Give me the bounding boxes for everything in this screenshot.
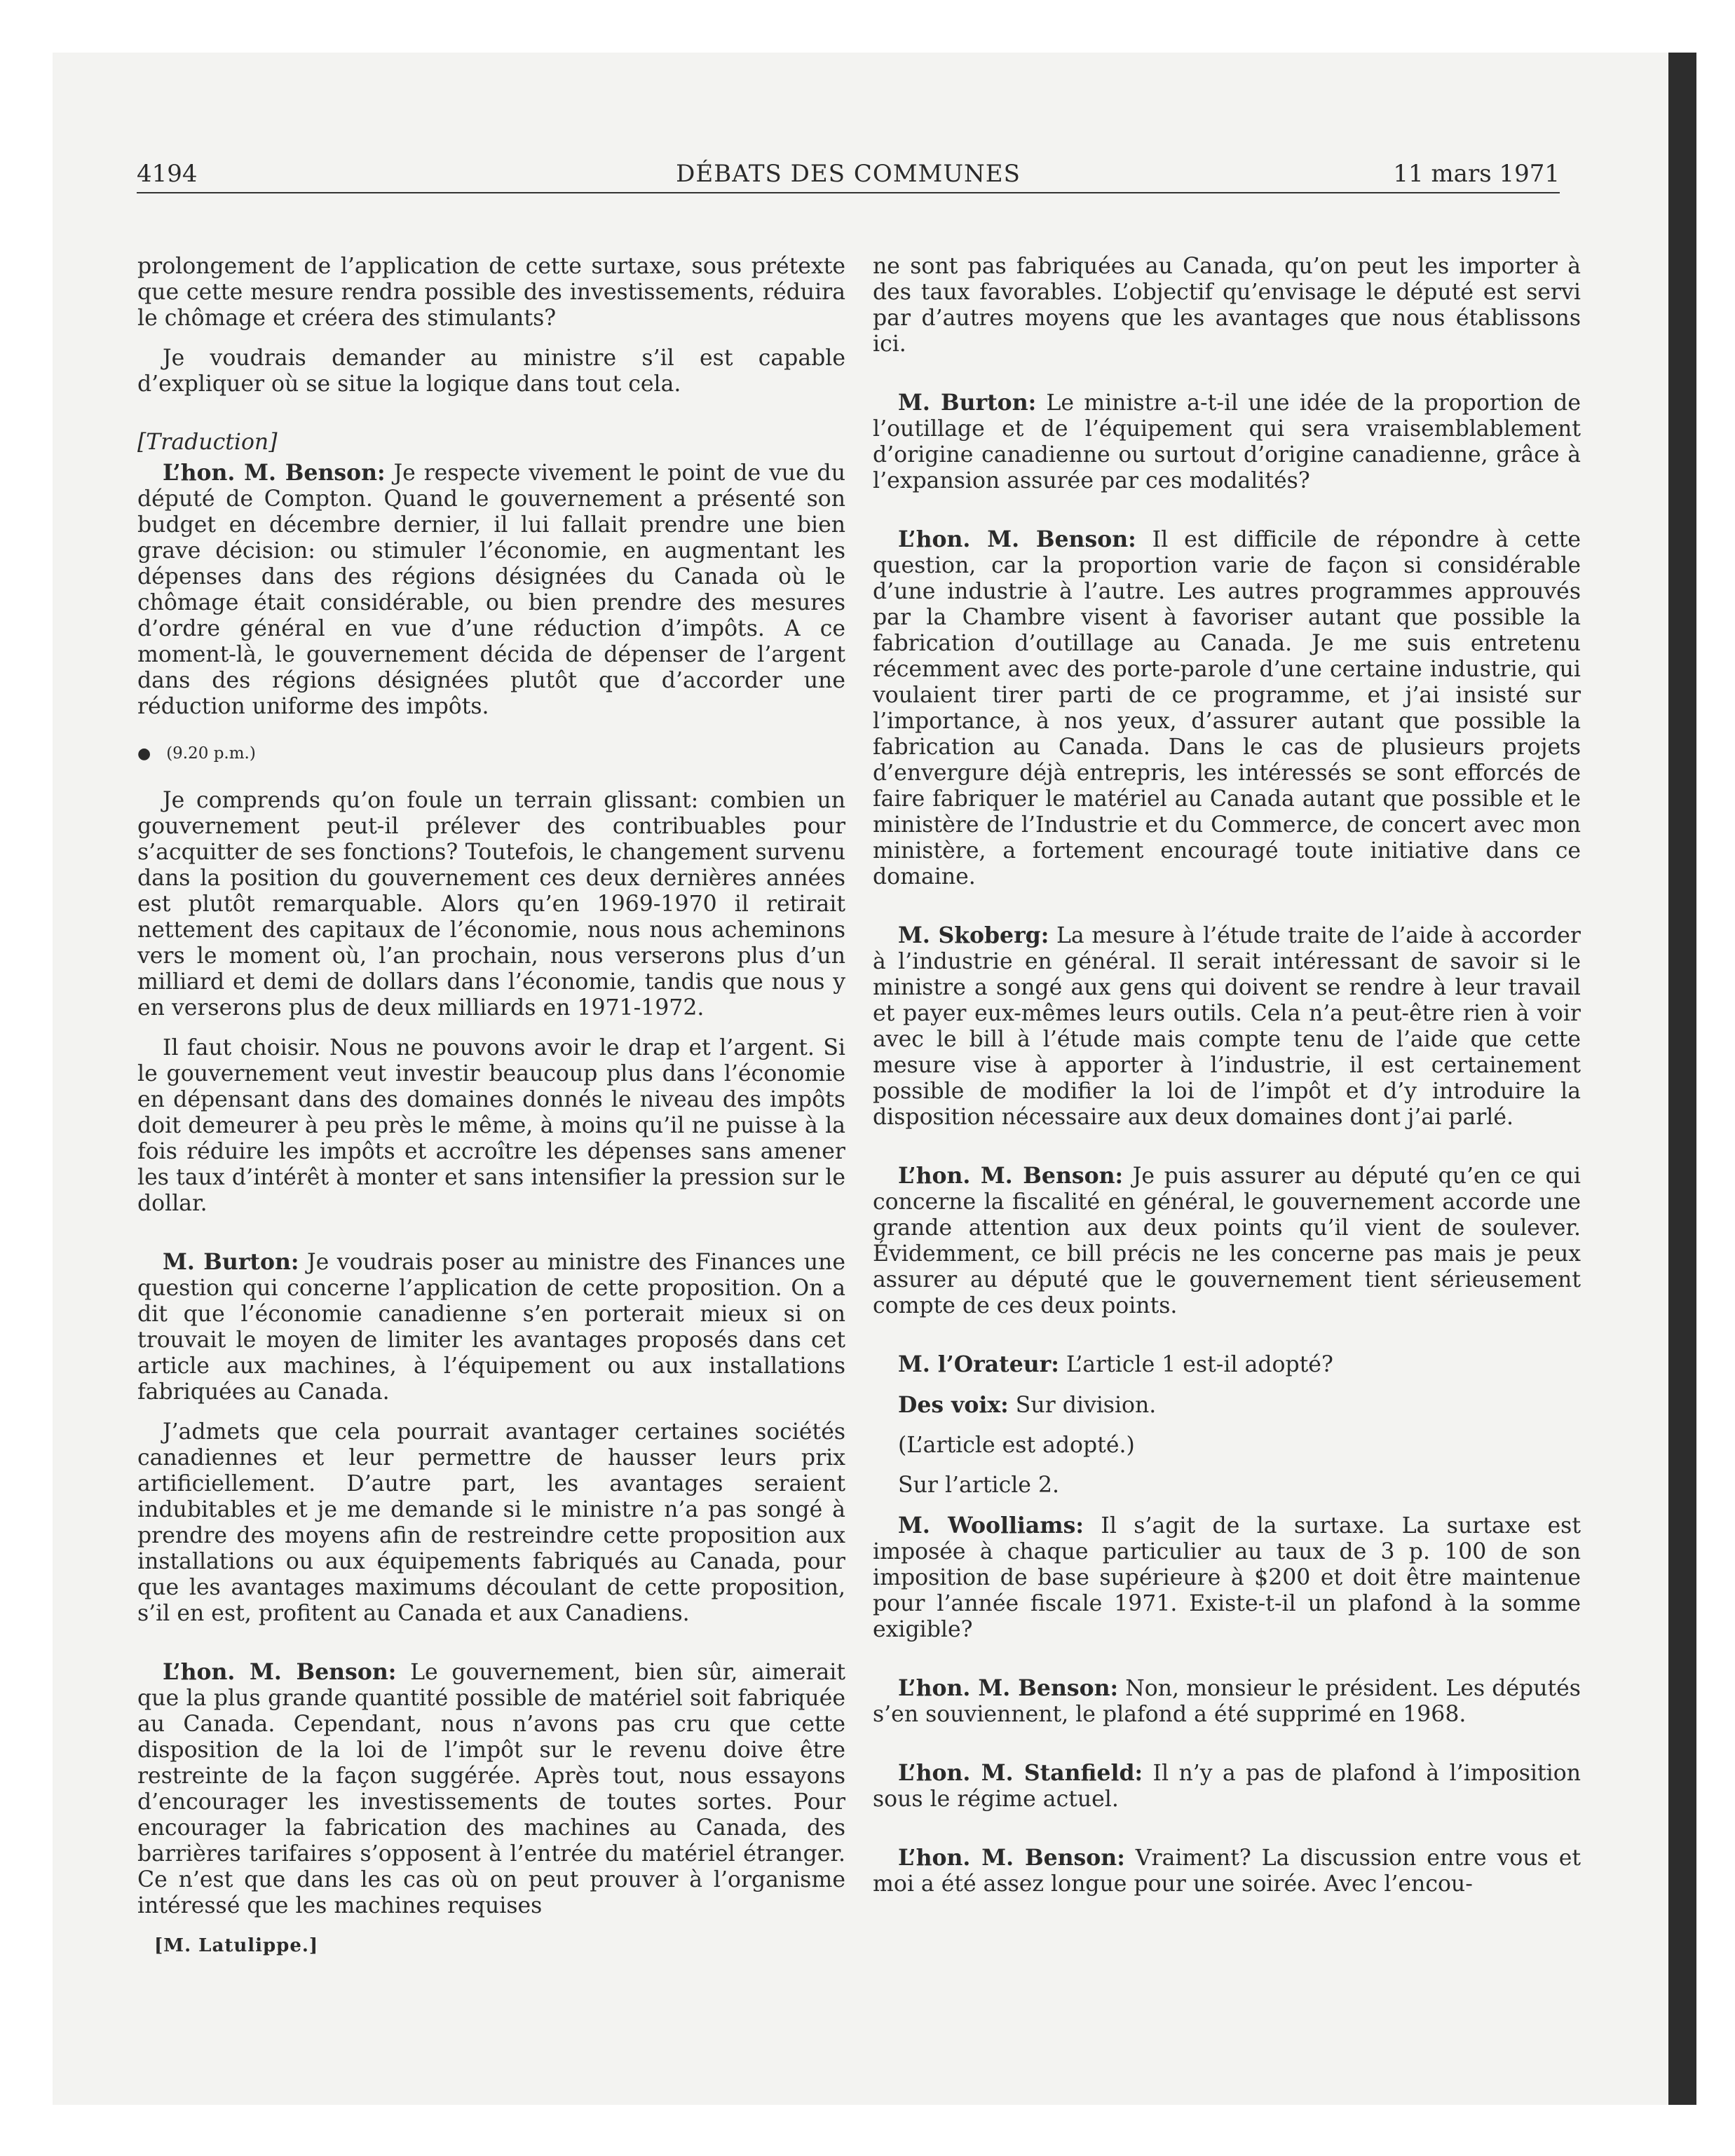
- paragraph: Je comprends qu’on foule un terrain glissant: combien un gouvernement peut-il prélever des contribuables pour s’acquitter de ses fonctions? Toutefois, le changement survenu dans la position du gouvernement ces deux dernières années est plutôt remarquable. Alors qu’en 1969-1970 il retirait nettement des capitaux de l’économie, nous nous acheminons vers le moment où, l’an prochain, nous verserons plus d’un milliard et demi de dollars dans l’économie, tandis que nous y en verserons plus de deux milliards en 1971-1972.: [137, 788, 845, 1021]
- speech-text: Il est difficile de répondre à cette question, car la proportion varie de façon si considérable d’une industrie à l’autre. Les autres programmes approuvés par la Chambre visent à favoriser autant que possible la fabrication d’outillage au Canada. Je me suis entretenu récemment avec des porte-parole d’une certaine industrie, qui voulaient tirer parti de ce programme, et j’ai insisté sur l’importance, à nos yeux, d’assurer autant que possible la fabrication au Canada. Dans le cas de plusieurs projets d’envergure déjà entrepris, les intéressés se sont efforcés de faire fabriquer le matériel au Canada autant que possible et le ministère de l’Industrie et du Commerce, de concert avec mon ministère, a fortement encouragé toute initiative dans ce domaine.: [873, 527, 1581, 889]
- paragraph: J’admets que cela pourrait avantager certaines sociétés canadiennes et leur permettre de hausser leurs prix artificiellement. D’autre part, les avantages seraient indubitables et je me demande si le ministre n’a pas songé à prendre des moyens afin de restreindre cette proposition aux installations ou aux équipements fabriqués au Canada, pour que les avantages maximums découlant de cette proposition, s’il en est, profitent au Canada et aux Canadiens.: [137, 1419, 845, 1626]
- bullet-icon: ●: [137, 745, 151, 763]
- page-number: 4194: [137, 160, 198, 188]
- speech-paragraph: [873, 1351, 1581, 1378]
- speech-text: Non, monsieur le président. Les députés s’en souviennent, le plafond a été supprimé en 1968.: [873, 1676, 1581, 1727]
- scan-edge: [1668, 53, 1696, 2105]
- speech-paragraph: [137, 460, 845, 720]
- speaker-name: M. Burton:: [163, 1249, 299, 1275]
- speech-paragraph: [873, 1392, 1581, 1419]
- speech-text: Je puis assurer au député qu’en ce qui concerne la fiscalité en général, le gouvernement accorde une grande attention aux deux points qu’il vient de soulever. Évidemment, ce bill précis ne les concerne pas mais je peux assurer au député que le gouvernement tient sérieusement compte de ces deux points.: [873, 1164, 1581, 1318]
- speech-text: Il s’agit de la surtaxe. La surtaxe est imposée à chaque particulier au taux de 3 p. 100 de son imposition de base supérieure à $200 et doit être maintenue pour l’année fiscale 1971. Existe-t-il un plafond à la somme exigible?: [873, 1513, 1581, 1642]
- speech-text: L’article 1 est-il adopté?: [1059, 1352, 1333, 1377]
- time-text: (9.20 p.m.): [166, 744, 256, 763]
- speech-text: Sur division.: [1008, 1393, 1157, 1418]
- right-column: [873, 254, 1581, 1911]
- speech-text: Le gouvernement, bien sûr, aimerait que la plus grande quantité possible de matériel soit fabriquée au Canada. Cependant, nous n’avons pas cru que cette disposition de la loi de l’impôt sur le revenu doive être restreinte de la façon suggérée. Après tout, nous essayons d’encourager les investissements de toutes sortes. Pour encourager la fabrication des machines au Canada, des barrières tarifaires s’opposent à l’entrée du matériel étranger. Ce n’est que dans les cas où on peut prouver à l’organisme intéressé que les machines requises: [137, 1660, 845, 1918]
- speaker-name: L’hon. M. Benson:: [898, 1163, 1124, 1189]
- paragraph: ne sont pas fabriquées au Canada, qu’on peut les importer à des taux favorables. L’objectif qu’envisage le député est servi par d’autres moyens que les avantages que nous établissons ici.: [873, 254, 1581, 357]
- speaker-name: L’hon. M. Benson:: [898, 526, 1136, 552]
- time-stamp: [137, 741, 845, 767]
- speaker-name: Des voix:: [898, 1392, 1009, 1418]
- speaker-name: M. Woolliams:: [898, 1513, 1084, 1538]
- speech-paragraph: [873, 390, 1581, 494]
- speaker-footnote: [M. Latulippe.]: [154, 1935, 319, 1956]
- speech-paragraph: [873, 1675, 1581, 1728]
- paragraph: (L’article est adopté.): [898, 1433, 1135, 1458]
- speech-paragraph: [137, 1659, 845, 1919]
- speech-paragraph: [873, 1845, 1581, 1897]
- speech-text: Vraiment? La discussion entre vous et moi a été assez longue pour une soirée. Avec l’encou-: [873, 1845, 1581, 1897]
- paragraph: Il faut choisir. Nous ne pouvons avoir le drap et l’argent. Si le gouvernement veut investir beaucoup plus dans l’économie en dépensant dans des domaines donnés le niveau des impôts doit demeurer à peu près le même, à moins qu’il ne puisse à la fois réduire les impôts et accroître les dépenses sans amener les taux d’intérêt à monter et sans intensifier la pression sur le dollar.: [137, 1035, 845, 1216]
- paragraph: Sur l’article 2.: [898, 1473, 1060, 1498]
- speech-paragraph: [873, 1760, 1581, 1813]
- speech-text: Le ministre a-t-il une idée de la proportion de l’outillage et de l’équipement qui sera vraisemblablement d’origine canadienne ou surtout d’origine canadienne, grâce à l’expansion assurée par ces modalités?: [873, 390, 1581, 493]
- speech-paragraph: [873, 526, 1581, 890]
- speaker-name: L’hon. M. Benson:: [163, 460, 386, 486]
- speech-paragraph: [873, 922, 1581, 1131]
- speech-paragraph: [873, 1163, 1581, 1319]
- left-column: [137, 254, 845, 1973]
- speech-paragraph: [137, 1249, 845, 1405]
- speaker-name: M. l’Orateur:: [898, 1351, 1059, 1377]
- speaker-name: L’hon. M. Benson:: [163, 1659, 397, 1685]
- speech-paragraph: [873, 1513, 1581, 1643]
- page-title: DÉBATS DES COMMUNES: [676, 160, 1021, 188]
- paragraph: prolongement de l’application de cette surtaxe, sous prétexte que cette mesure rendra possible des investissements, réduira le chômage et créera des stimulants?: [137, 254, 845, 331]
- speaker-name: M. Skoberg:: [898, 922, 1049, 948]
- speaker-name: L’hon. M. Benson:: [898, 1845, 1125, 1871]
- speaker-name: M. Burton:: [898, 390, 1037, 416]
- speech-text: Je voudrais poser au ministre des Finances une question qui concerne l’application de cette proposition. On a dit que l’économie canadienne s’en porterait mieux si on trouvait le moyen de limiter les avantages proposés dans cet article aux machines, à l’équipement ou aux installations fabriquées au Canada.: [137, 1250, 845, 1405]
- page-header: [137, 156, 1560, 193]
- speech-text: Je respecte vivement le point de vue du député de Compton. Quand le gouvernement a présenté son budget en décembre dernier, il lui fallait prendre une bien grave décision: ou stimuler l’économie, en augmentant les dépenses dans des régions désignées du Canada où le chômage était considérable, ou bien prendre des mesures d’ordre général en vue d’une réduction d’impôts. A ce moment-là, le gouvernement décida de dépenser de l’argent dans des régions désignées plutôt que d’accorder une réduction uniforme des impôts.: [137, 460, 845, 719]
- paragraph: Je voudrais demander au ministre s’il est capable d’expliquer où se situe la logique dans tout cela.: [137, 346, 845, 397]
- translation-label: [Traduction]: [137, 430, 278, 455]
- speech-text: La mesure à l’étude traite de l’aide à accorder à l’industrie en général. Il serait intéressant de savoir si le ministre a songé aux gens qui doivent se rendre à leur travail et payer eux-mêmes leurs outils. Cela n’a peut-être rien à voir avec le bill à l’étude mais compte tenu de l’aide que cette mesure vise à apporter à l’industrie, il est certainement possible de modifier la loi de l’impôt et d’y introduire la disposition nécessaire aux deux domaines dont j’ai parlé.: [873, 923, 1581, 1130]
- speaker-name: L’hon. M. Benson:: [898, 1675, 1119, 1701]
- speaker-name: L’hon. M. Stanfield:: [898, 1760, 1143, 1786]
- speech-text: Il n’y a pas de plafond à l’imposition sous le régime actuel.: [873, 1761, 1581, 1812]
- page-date: 11 mars 1971: [1393, 160, 1560, 188]
